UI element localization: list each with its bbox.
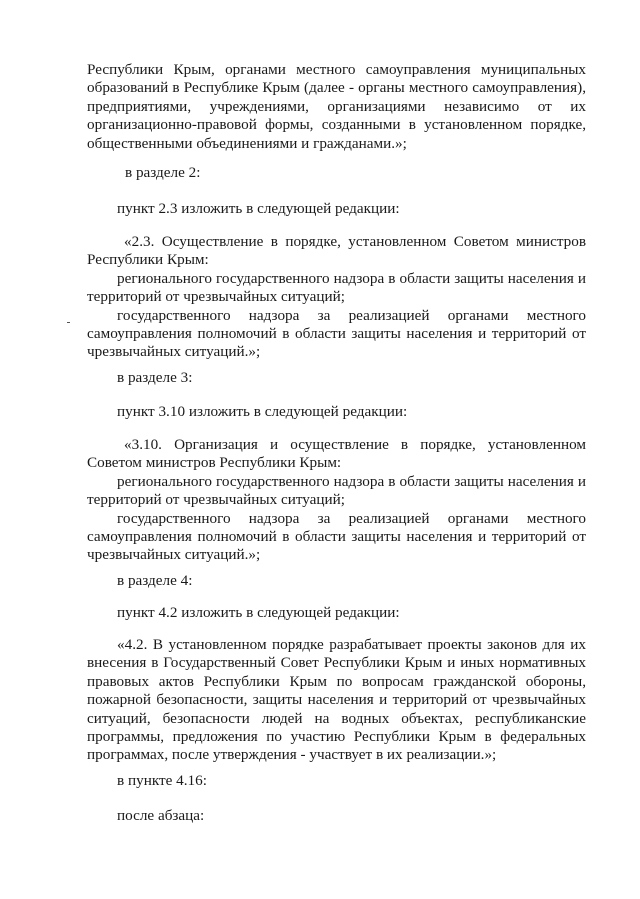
text-line: предприятиями, учреждениями, организациями независимо от их [87,97,586,115]
item-4-2-instruction: пункт 4.2 изложить в следующей редакции: [117,604,400,621]
text-line: территорий от чрезвычайных ситуаций; [87,288,346,306]
text-line: «3.10. Организация и осуществление в порядке, установленном [124,436,586,453]
text-line: программы, предложения по участию Республики Крым в федеральных [87,728,586,746]
text-line: пожарной безопасности, защиты населения и территорий от чрезвычайных [87,691,586,709]
text-line: регионального государственного надзора в области защиты населения и [117,269,586,287]
text-line: образований в Республике Крым (далее - органы местного самоуправления), [87,79,586,97]
text-line: чрезвычайных ситуаций.»; [87,343,261,361]
text-line: чрезвычайных ситуаций.»; [87,546,261,564]
text-line: «2.3. Осуществление в порядке, установленном Советом министров [124,233,586,250]
item-4-16-heading: в пункте 4.16: [117,772,207,789]
text-line: внесения в Государственный Совет Республики Крым и иных нормативных [87,654,586,672]
section-4-heading: в разделе 4: [117,572,193,589]
item-3-10-text [87,436,586,565]
item-4-2-text [87,636,586,765]
text-line: Республики Крым, органами местного самоуправления муниципальных [87,61,586,78]
text-line: государственного надзора за реализацией органами местного [117,509,586,527]
text-line: программах, после утверждения - участвует в их реализации.»; [87,746,497,764]
item-2-3-instruction: пункт 2.3 изложить в следующей редакции: [117,200,400,217]
text-line: общественными объединениями и гражданами.»; [87,134,407,152]
after-paragraph-label: после абзаца: [117,807,205,824]
text-line: ситуаций, безопасности людей на водных объектах, республиканские [87,709,586,727]
text-line: Советом министров Республики Крым: [87,454,342,472]
section-3-heading: в разделе 3: [117,369,193,386]
text-line: самоуправления полномочий в области защиты населения и территорий от [87,325,586,343]
text-line: государственного надзора за реализацией органами местного [117,306,586,324]
text-line: территорий от чрезвычайных ситуаций; [87,491,346,509]
text-line: регионального государственного надзора в области защиты населения и [117,472,586,490]
text-line: организационно-правовой формы, созданными в установленном порядке, [87,116,586,134]
section-2-heading: в разделе 2: [125,164,201,181]
text-line: самоуправления полномочий в области защиты населения и территорий от [87,528,586,546]
intro-paragraph [87,61,586,153]
text-line: правовых актов Республики Крым по вопросам гражданской обороны, [87,672,586,690]
item-3-10-instruction: пункт 3.10 изложить в следующей редакции: [117,403,408,420]
text-line: Республики Крым: [87,251,209,269]
scan-speck [67,322,70,323]
item-2-3-text [87,233,586,362]
text-line: «4.2. В установленном порядке разрабатывает проекты законов для их [117,636,586,653]
